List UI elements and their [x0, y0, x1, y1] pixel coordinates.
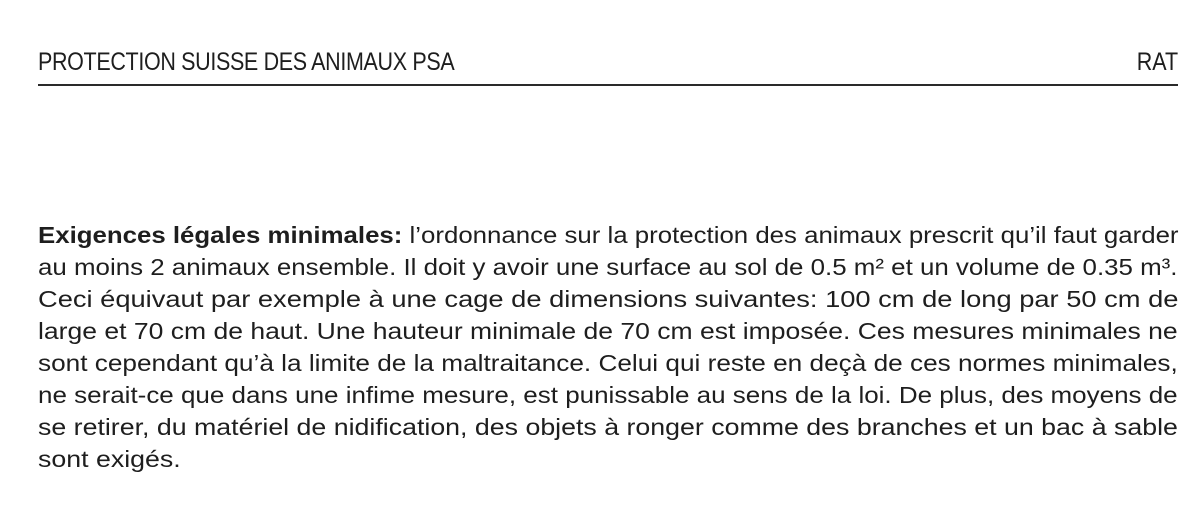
paragraph-line: sont exigés. — [38, 446, 181, 472]
animal-title: RAT — [1136, 48, 1178, 76]
paragraph-lead: Exigences légales minimales: — [38, 222, 403, 248]
paragraph-line: se retirer, du matériel de nidification, des objets à ronger comme des branches et un bac à sable — [38, 414, 1178, 440]
paragraph-line: Ceci équivaut par exemple à une cage de dimensions suivantes: 100 cm de long par 50 cm de — [38, 286, 1179, 312]
page-header — [38, 48, 1178, 86]
paragraph-line: large et 70 cm de haut. Une hauteur minimale de 70 cm est imposée. Ces mesures minimales ne — [38, 318, 1178, 344]
paragraph-line-text: l’ordonnance sur la protection des animaux prescrit qu’il faut garder — [402, 222, 1179, 248]
paragraph-line: ne serait-ce que dans une infime mesure, est punissable au sens de la loi. De plus, des moyens de — [38, 382, 1178, 408]
paragraph-line — [38, 220, 1179, 250]
organization-title: PROTECTION SUISSE DES ANIMAUX PSA — [38, 48, 455, 76]
paragraph-line: au moins 2 animaux ensemble. Il doit y avoir une surface au sol de 0.5 m² et un volume de 0.35 m³. — [38, 254, 1178, 280]
paragraph-line: sont cependant qu’à la limite de la maltraitance. Celui qui reste en deçà de ces normes minimales, — [38, 350, 1178, 376]
